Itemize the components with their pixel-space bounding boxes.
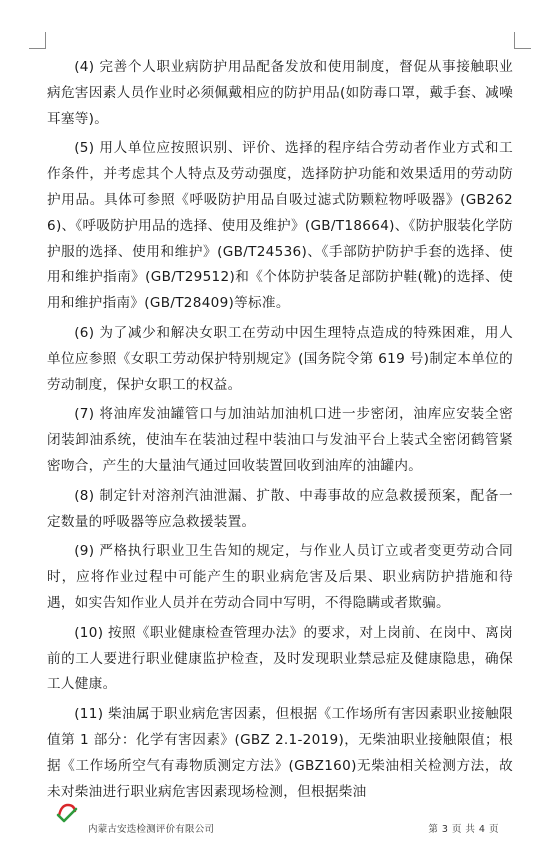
paragraph-11: (11) 柴油属于职业病危害因素，但根据《工作场所有害因素职业接触限值第 1 部分：化学有害因素》(GBZ 2.1-2019)，无柴油职业接触限值；根据《工作场所空气有毒物质测定方法》(GBZ160)无柴油相关检测方法，故未对柴油进行职业病危害因素现场检测，但根据柴油 bbox=[47, 706, 513, 800]
paragraph-4: (4) 完善个人职业病防护用品配备发放和使用制度，督促从事接触职业病危害因素人员作业时必须佩戴相应的防护用品(如防毒口罩，戴手套、减噪耳塞等)。 bbox=[47, 59, 513, 127]
company-logo-icon bbox=[56, 802, 78, 824]
page-corner-mark-top-left bbox=[29, 32, 46, 49]
paragraph-9: (9) 严格执行职业卫生告知的规定，与作业人员订立或者变更劳动合同时，应将作业过程中可能产生的职业病危害及后果、职业病防护措施和待遇，如实告知作业人员并在劳动合同中写明，不得隐瞒或者欺骗。 bbox=[47, 543, 513, 611]
paragraph-6: (6) 为了减少和解决女职工在劳动中因生理特点造成的特殊困难，用人单位应参照《女职工劳动保护特别规定》(国务院令第 619 号)制定本单位的劳动制度，保护女职工的权益。 bbox=[47, 324, 513, 393]
paragraph-7: (7) 将油库发油罐管口与加油站加油机口进一步密闭，油库应安装全密闭装卸油系统，使油车在装油过程中装油口与发油平台上装式全密闭鹤管紧密吻合，产生的大量油气通过回收装置回收到油库的油罐内。 bbox=[47, 406, 513, 474]
page-footer bbox=[0, 798, 559, 838]
page-number: 第 3 页 共 4 页 bbox=[428, 824, 499, 835]
paragraph-5: (5) 用人单位应按照识别、评价、选择的程序结合劳动者作业方式和工作条件，并考虑其个人特点及劳动强度，选择防护功能和效果适用的劳动防护用品。具体可参照《呼吸防护用品自吸过滤式防颗粒物呼吸器》(GB2626)、《呼吸防护用品的选择、使用及维护》(GB/T18664)、《防护服装化学防护服的选择、使用和维护》(GB/T24536)、《手部防护防护手套的选择、使用和维护指南》(GB/T29512)和《个体防护装备足部防护鞋(靴)的选择、使用和维护指南》(GB/T28409)等标准。 bbox=[47, 140, 513, 312]
page-corner-mark-top-right bbox=[514, 32, 531, 49]
paragraph-8: (8) 制定针对溶剂汽油泄漏、扩散、中毒事故的应急救援预案，配备一定数量的呼吸器等应急救援装置。 bbox=[47, 487, 513, 530]
document-body bbox=[47, 55, 513, 809]
company-name: 内蒙古安迭检测评价有限公司 bbox=[88, 824, 215, 835]
paragraph-10: (10) 按照《职业健康检查管理办法》的要求，对上岗前、在岗中、离岗前的工人要进行职业健康监护检查，及时发现职业禁忌症及健康隐患，确保工人健康。 bbox=[47, 624, 513, 693]
